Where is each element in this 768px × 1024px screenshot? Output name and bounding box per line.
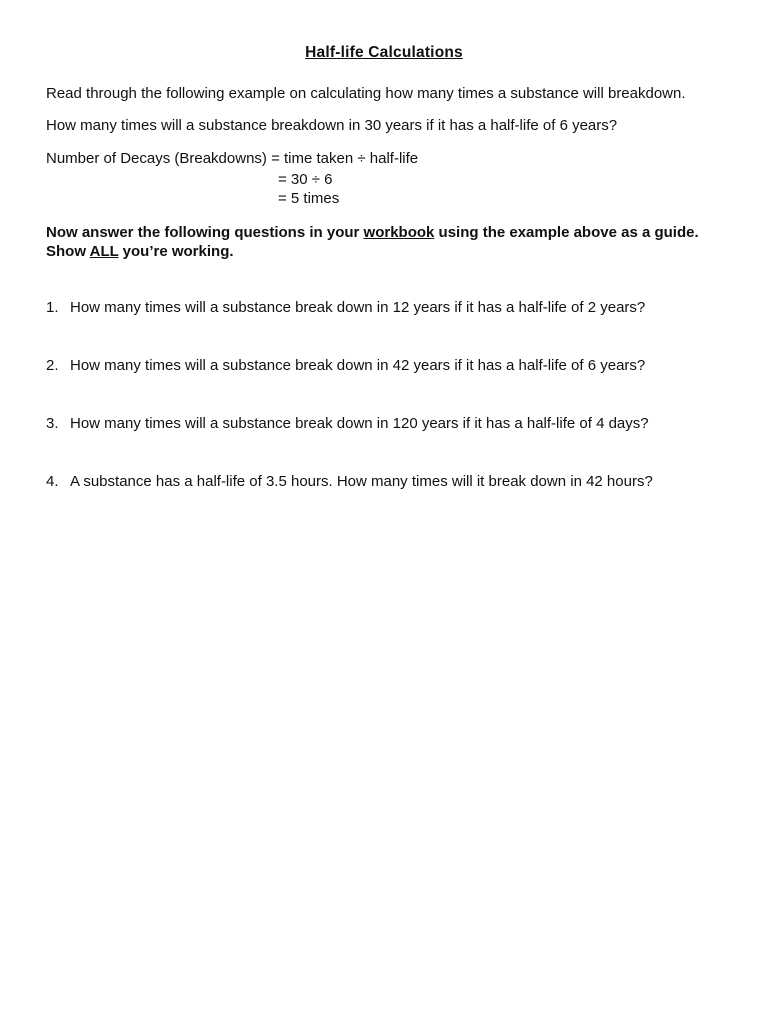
question-item: [46, 357, 645, 374]
question-item: [46, 299, 645, 316]
example-step-1: = 30 ÷ 6: [278, 171, 333, 188]
example-question: How many times will a substance breakdown in 30 years if it has a half-life of 6 years?: [46, 117, 618, 134]
question-number: 2.: [46, 357, 59, 374]
instructions: [46, 223, 736, 261]
intro-text: Read through the following example on calculating how many times a substance will breakdown.: [46, 85, 686, 102]
question-number: 4.: [46, 473, 59, 490]
question-number: 1.: [46, 299, 59, 316]
example-formula: Number of Decays (Breakdowns) = time taken ÷ half-life: [46, 150, 419, 167]
question-text: How many times will a substance break down in 120 years if it has a half-life of 4 days?: [70, 415, 649, 432]
question-text: How many times will a substance break down in 12 years if it has a half-life of 2 years?: [70, 299, 646, 316]
instructions-workbook: workbook: [363, 224, 435, 241]
question-item: [46, 415, 649, 432]
question-number: 3.: [46, 415, 59, 432]
example-step-2: = 5 times: [278, 190, 340, 207]
instructions-all: ALL: [89, 243, 119, 260]
instructions-show: Show: [46, 243, 90, 260]
page-title: Half-life Calculations: [305, 44, 463, 61]
question-text: How many times will a substance break down in 42 years if it has a half-life of 6 years?: [70, 357, 646, 374]
instructions-part-2: using the example above as a guide.: [434, 224, 699, 241]
instructions-part-1: Now answer the following questions in your: [46, 224, 364, 241]
instructions-part-3: you’re working.: [118, 243, 234, 260]
question-item: [46, 473, 653, 490]
question-text: A substance has a half-life of 3.5 hours. How many times will it break down in 42 hours?: [70, 473, 653, 490]
